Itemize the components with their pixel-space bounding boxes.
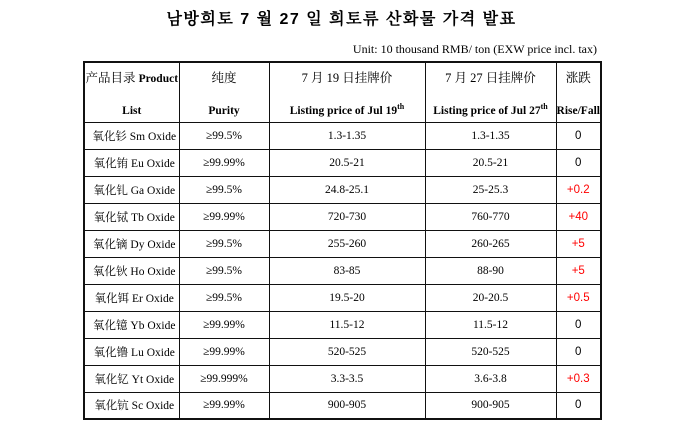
product-cell: 氧化钆 Ga Oxide	[84, 176, 179, 203]
product-cell: 氧化铽 Tb Oxide	[84, 203, 179, 230]
price-jul27-cell: 20.5-21	[425, 149, 556, 176]
change-cell: 0	[556, 122, 601, 149]
purity-cell: ≥99.5%	[179, 284, 269, 311]
purity-cell: ≥99.5%	[179, 122, 269, 149]
purity-cell: ≥99.5%	[179, 176, 269, 203]
purity-cell: ≥99.5%	[179, 230, 269, 257]
price-jul27-cell: 900-905	[425, 392, 556, 419]
change-cell: +0.3	[556, 365, 601, 392]
table-row	[84, 203, 601, 230]
price-jul27-cell: 3.6-3.8	[425, 365, 556, 392]
price-jul19-cell: 20.5-21	[269, 149, 425, 176]
table-row	[84, 311, 601, 338]
product-cell: 氧化钬 Ho Oxide	[84, 257, 179, 284]
purity-cell: ≥99.5%	[179, 257, 269, 284]
purity-cell: ≥99.99%	[179, 392, 269, 419]
header-price-jul27	[425, 62, 556, 122]
price-jul19-cell: 11.5-12	[269, 311, 425, 338]
unit-note: Unit: 10 thousand RMB/ ton (EXW price incl. tax)	[352, 42, 597, 56]
price-table-header	[84, 62, 601, 122]
header-risefall-en: Rise/Fall	[556, 104, 600, 117]
price-jul27-cell: 1.3-1.35	[425, 122, 556, 149]
header-purity-cn: 纯度	[211, 71, 237, 85]
purity-cell: ≥99.999%	[179, 365, 269, 392]
change-cell: +5	[556, 230, 601, 257]
table-row	[84, 176, 601, 203]
price-jul19-cell: 520-525	[269, 338, 425, 365]
purity-cell: ≥99.99%	[179, 203, 269, 230]
header-jul27-en: Listing price of Jul 27th	[433, 101, 548, 117]
table-row	[84, 392, 601, 419]
change-cell: 0	[556, 338, 601, 365]
header-risefall-cn: 涨跌	[565, 71, 591, 85]
change-cell: +40	[556, 203, 601, 230]
table-row	[84, 230, 601, 257]
price-jul19-cell: 19.5-20	[269, 284, 425, 311]
product-cell: 氧化镥 Lu Oxide	[84, 338, 179, 365]
price-jul27-cell: 760-770	[425, 203, 556, 230]
purity-cell: ≥99.99%	[179, 311, 269, 338]
table-row	[84, 122, 601, 149]
header-row	[84, 62, 601, 122]
header-purity	[179, 62, 269, 122]
table-row	[84, 284, 601, 311]
purity-cell: ≥99.99%	[179, 149, 269, 176]
price-jul19-cell: 1.3-1.35	[269, 122, 425, 149]
header-product-line2: List	[122, 104, 142, 117]
header-product-line1: 产品目录 Product	[85, 71, 179, 85]
table-row	[84, 365, 601, 392]
change-cell: 0	[556, 311, 601, 338]
product-cell: 氧化镱 Yb Oxide	[84, 311, 179, 338]
price-jul19-cell: 3.3-3.5	[269, 365, 425, 392]
price-jul19-cell: 83-85	[269, 257, 425, 284]
price-jul27-cell: 88-90	[425, 257, 556, 284]
product-cell: 氧化铒 Er Oxide	[84, 284, 179, 311]
product-cell: 氧化钐 Sm Oxide	[84, 122, 179, 149]
price-jul27-cell: 520-525	[425, 338, 556, 365]
product-cell: 氧化镝 Dy Oxide	[84, 230, 179, 257]
price-table	[83, 61, 602, 420]
price-jul27-cell: 25-25.3	[425, 176, 556, 203]
price-jul27-cell: 260-265	[425, 230, 556, 257]
page-title: 남방희토 7 월 27 일 희토류 산화물 가격 발표	[166, 11, 517, 28]
change-cell: +5	[556, 257, 601, 284]
header-product	[84, 62, 179, 122]
price-jul19-cell: 255-260	[269, 230, 425, 257]
price-jul19-cell: 900-905	[269, 392, 425, 419]
product-cell: 氧化铕 Eu Oxide	[84, 149, 179, 176]
header-jul27-cn: 7 月 27 日挂牌价	[445, 71, 536, 85]
change-cell: +0.5	[556, 284, 601, 311]
header-jul19-en: Listing price of Jul 19th	[289, 101, 405, 117]
header-purity-en: Purity	[208, 104, 240, 117]
table-row	[84, 149, 601, 176]
header-rise-fall	[556, 62, 601, 122]
price-jul19-cell: 720-730	[269, 203, 425, 230]
table-row	[84, 338, 601, 365]
change-cell: 0	[556, 392, 601, 419]
product-cell: 氧化钇 Yt Oxide	[84, 365, 179, 392]
price-jul27-cell: 11.5-12	[425, 311, 556, 338]
header-jul19-cn: 7 月 19 日挂牌价	[301, 71, 393, 85]
price-jul27-cell: 20-20.5	[425, 284, 556, 311]
price-jul19-cell: 24.8-25.1	[269, 176, 425, 203]
purity-cell: ≥99.99%	[179, 338, 269, 365]
table-row	[84, 257, 601, 284]
change-cell: 0	[556, 149, 601, 176]
header-price-jul19	[269, 62, 425, 122]
change-cell: +0.2	[556, 176, 601, 203]
price-table-body	[84, 122, 601, 419]
product-cell: 氧化钪 Sc Oxide	[84, 392, 179, 419]
